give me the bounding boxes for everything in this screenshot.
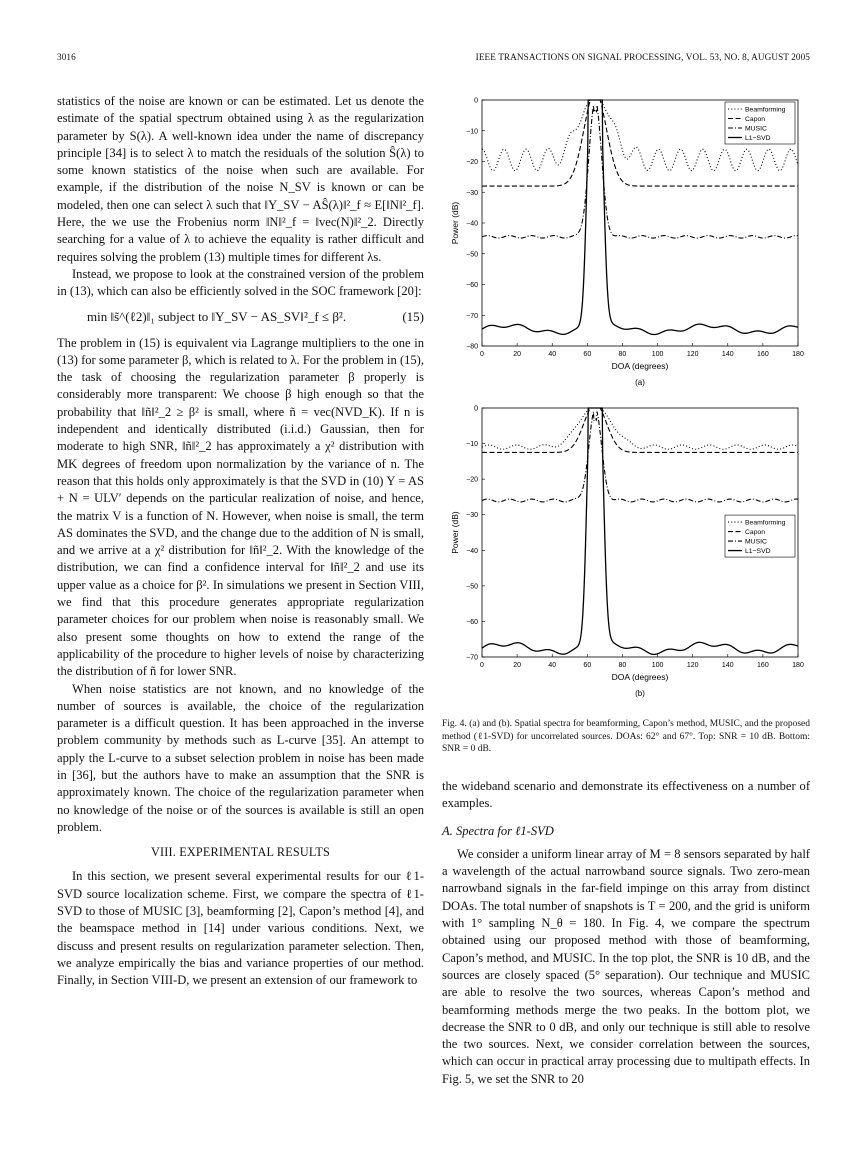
- y-tick-label: −30: [466, 189, 478, 197]
- x-tick-label: 20: [513, 662, 522, 669]
- x-tick-label: 160: [757, 662, 769, 669]
- y-tick-label: −10: [466, 441, 478, 449]
- x-tick-label: 60: [583, 351, 592, 358]
- x-axis-label: DOA (degrees): [611, 672, 669, 682]
- paragraph: The problem in (15) is equivalent via Lagrange multipliers to the one in (13) for some parameter β, which is related to λ. For the problem in (15), the task of choosing the regularization parameter β properly is considerably more transparent: We choose β high enough so that the probability that ‖ñ‖²_2 ≥ β² is small, where ñ = vec(NVD_K). If n is independent and identically distributed (i.i.d.) Gaussian, then for moderate to high SNR, ‖ñ‖²_2 has approximately a χ² distribution with MK degrees of freedom upon normalization by the variance of n. The reason that this holds only approximately is that the SVD in (10) Y = AS + N = ULV′ depends on the particular realization of noise, and hence, the matrix V is a function of N. However, when noise is small, the term AS dominates the SVD, and the change due to the addition of N is small, and we arrive at a χ² distribution for ‖ñ‖²_2. With the knowledge of the distribution, we can find a confidence interval for ‖ñ‖²_2 and use its upper value as a choice for β². In simulations we present in Section VIII, we find that this procedure generates appropriate regularization parameter choices for our problem when noise is reasonably small. We also present some thoughts on how to extend the range of the applicability of the procedure to higher levels of noise by characterizing the distribution of ñ for lower SNR.: [57, 335, 424, 679]
- x-tick-label: 100: [651, 662, 664, 669]
- x-tick-label: 100: [651, 351, 664, 358]
- y-tick-label: −40: [466, 547, 478, 555]
- y-tick-label: −70: [466, 654, 478, 662]
- journal-title: IEEE TRANSACTIONS ON SIGNAL PROCESSING, VOL. 53, NO. 8, AUGUST 2005: [475, 52, 810, 62]
- y-tick-label: −60: [466, 618, 478, 626]
- paragraph: the wideband scenario and demonstrate its effectiveness on a number of examples.: [442, 779, 810, 811]
- series-line-beamforming: [482, 408, 798, 449]
- legend-entry: L1−SVD: [745, 135, 771, 142]
- y-tick-label: −50: [466, 583, 478, 591]
- subsection-heading: A. Spectra for ℓ1-SVD: [442, 823, 554, 838]
- legend-entry: MUSIC: [745, 538, 767, 546]
- series-line-music: [482, 412, 798, 502]
- x-tick-label: 180: [792, 351, 804, 358]
- y-tick-label: 0: [474, 405, 478, 413]
- paragraph: In this section, we present several experimental results for our ℓ1-SVD source localization scheme. First, we compare the spectra of ℓ1-SVD to those of MUSIC [3], beamforming [2], Capon’s method [4], and the beamspace method in [14] under various conditions. Next, we discuss and present results on regularization parameter selection. Then, we analyze empirically the bias and variance properties of our method. Finally, in Section VIII-D, we present an extension of our framework to: [57, 869, 424, 988]
- paragraph: Instead, we propose to look at the constrained version of the problem in (13), which can also be efficiently solved in the SOC framework [20]:: [57, 266, 424, 299]
- x-tick-label: 140: [721, 662, 734, 669]
- x-tick-label: 0: [480, 351, 484, 358]
- x-tick-label: 160: [757, 351, 769, 358]
- legend-entry: L1−SVD: [745, 548, 771, 556]
- x-tick-label: 40: [548, 662, 557, 669]
- y-tick-label: −20: [466, 159, 478, 166]
- legend-entry: MUSIC: [745, 125, 767, 133]
- y-tick-label: −10: [466, 128, 478, 136]
- x-tick-label: 120: [686, 662, 699, 669]
- legend-entry: Capon: [745, 529, 766, 537]
- equation-number: (15): [402, 308, 424, 324]
- section-heading: VIII. EXPERIMENTAL RESULTS: [150, 845, 331, 860]
- y-tick-label: −70: [466, 312, 478, 320]
- x-tick-label: 0: [480, 662, 484, 669]
- panel-label: (a): [635, 378, 645, 387]
- y-tick-label: −50: [466, 251, 478, 259]
- legend-entry: Beamforming: [745, 106, 786, 114]
- x-tick-label: 20: [513, 351, 522, 358]
- x-tick-label: 120: [686, 351, 699, 358]
- legend-entry: Beamforming: [745, 519, 786, 527]
- y-tick-label: −40: [466, 220, 478, 228]
- page-number: 3016: [57, 52, 76, 62]
- paragraph: We consider a uniform linear array of M = 8 sensors separated by half a wavelength of the actual narrowband source signals. Two zero-mean narrowband signals in the far-field impinge on this array from distinct DOAs. The total number of snapshots is T = 200, and the grid is uniform with 1° sampling N_θ = 180. In Fig. 4, we compare the spectrum obtained using our proposed method with those of beamforming, Capon’s method, and MUSIC. In the top plot, the SNR is 10 dB, and the sources are closely spaced (5° separation). Our technique and MUSIC are able to resolve the two sources, whereas Capon’s method and beamforming methods merge the two peaks. In the bottom plot, we decrease the SNR to 0 dB, and only our technique is still able to resolve the two sources. Next, we consider correlation between the sources, which can occur in practical array processing due to multipath effects. In Fig. 5, we set the SNR to 20: [442, 846, 810, 1086]
- figure-4: [442, 90, 810, 715]
- legend-entry: Capon: [745, 116, 766, 123]
- paragraph: statistics of the noise are known or can be estimated. Let us denote the estimate of the spatial spectrum obtained using λ as the regularization parameter by S(λ). A well-known idea under the name of discrepancy principle [34] is to select λ to match the residuals of the solution Ŝ(λ) to some known statistics of the noise when such are available. For example, if the distribution of the noise N_SV is known or can be modeled, then one can select λ such that ‖Y_SV − AŜ(λ)‖²_f ≈ E[‖N‖²_f]. Here, the we use the Frobenius norm ‖N‖²_f = ‖vec(N)‖²_2. Directly searching for a value of λ to achieve the equality is rather difficult and requires solving the problem (13) multiple times for different λs.: [57, 94, 424, 264]
- x-tick-label: 40: [548, 351, 557, 358]
- y-tick-label: −20: [466, 476, 478, 484]
- y-tick-label: 0: [474, 97, 478, 105]
- y-axis-label: Power (dB): [450, 511, 460, 554]
- x-tick-label: 140: [721, 351, 734, 358]
- figure-4-plots: [442, 90, 810, 710]
- x-tick-label: 80: [618, 662, 627, 669]
- figure-caption: Fig. 4. (a) and (b). Spatial spectra for beamforming, Capon’s method, MUSIC, and the proposed method (ℓ1-SVD) for uncorrelated sources. DOAs: 62° and 67°. Top: SNR = 10 dB. Bottom: SNR = 0 dB.: [442, 719, 810, 755]
- y-axis-label: Power (dB): [450, 201, 460, 245]
- left-column: [57, 93, 424, 990]
- x-tick-label: 80: [618, 351, 627, 358]
- x-tick-label: 60: [583, 662, 592, 669]
- y-tick-label: −80: [466, 343, 478, 351]
- equation-15: [57, 307, 424, 329]
- right-column: [442, 778, 810, 1088]
- paragraph: When noise statistics are not known, and no knowledge of the number of sources is available, the choice of the regularization parameter is a difficult question. It has been approached in the inverse problem community by methods such as L-curve [35]. An attempt to apply the L-curve to a subset selection problem in noise has been made in [36], but the authors have to make an assumption that the SNR is approximately known. The choice of the regularization parameter when no knowledge of the noise or of the sources is available is still an open problem.: [57, 681, 424, 834]
- equation-body: min ‖s̃^(ℓ2)‖₁ subject to ‖Y_SV − AS_SV‖²_f ≤ β².: [87, 308, 347, 324]
- running-header: [57, 52, 810, 66]
- x-tick-label: 180: [792, 662, 804, 669]
- x-axis-label: DOA (degrees): [611, 361, 669, 371]
- panel-label: (b): [635, 689, 645, 698]
- y-tick-label: −60: [466, 282, 478, 289]
- y-tick-label: −30: [466, 512, 478, 520]
- series-line-capon: [482, 408, 798, 452]
